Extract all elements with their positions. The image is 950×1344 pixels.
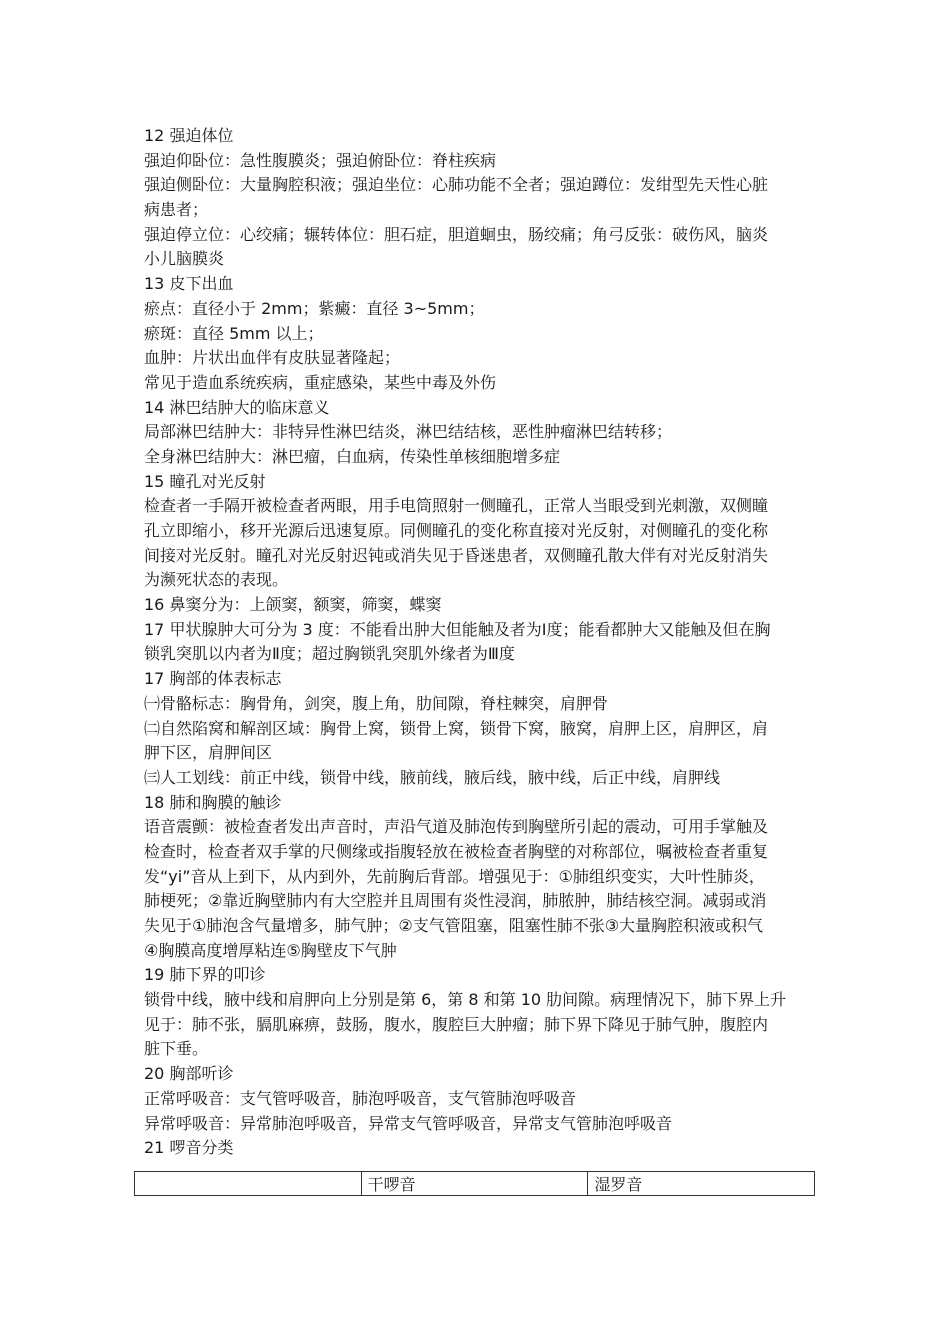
text-line: 20 胸部听诊	[144, 1064, 234, 1084]
table-cell-dry-rales: 干啰音	[361, 1172, 588, 1196]
text-line: ㈡自然陷窝和解剖区域：胸骨上窝，锁骨上窝，锁骨下窝，腋窝，肩胛上区，肩胛区，肩	[144, 718, 769, 738]
text-line: 失见于①肺泡含气量增多，肺气肿；②支气管阻塞，阻塞性肺不张③大量胸腔积液或积气	[144, 916, 764, 935]
text-line: ④胸膜高度增厚粘连⑤胸壁皮下气肿	[144, 940, 397, 960]
text-line: 孔立即缩小，移开光源后迅速复原。同侧瞳孔的变化称直接对光反射，对侧瞳孔的变化称	[144, 521, 769, 540]
table-cell-empty	[135, 1172, 362, 1196]
table-cell-wet-rales: 湿罗音	[588, 1172, 815, 1196]
text-line: 17 甲状腺肿大可分为 3 度：不能看出肿大但能触及者为Ⅰ度；能看都肿大又能触及但在胸	[144, 619, 771, 639]
text-line: 局部淋巴结肿大：非特异性淋巴结炎，淋巴结结核，恶性肿瘤淋巴结转移；	[144, 422, 673, 442]
text-line: 检查者一手隔开被检查者两眼，用手电筒照射一侧瞳孔，正常人当眼受到光刺激，双侧瞳	[144, 496, 769, 516]
text-line: 检查时，检查者双手掌的尺侧缘或指腹轻放在被检查者胸壁的对称部位，嘱被检查者重复	[144, 841, 769, 861]
text-line: 17 胸部的体表标志	[144, 669, 282, 689]
text-line: 18 肺和胸膜的触诊	[144, 792, 282, 812]
text-line: 16 鼻窦分为：上颌窦，额窦，筛窦，蝶窦	[144, 595, 442, 615]
text-line: 强迫侧卧位：大量胸腔积液；强迫坐位：心肺功能不全者；强迫蹲位：发绀型先天性心脏	[144, 175, 769, 195]
text-line: 脏下垂。	[144, 1039, 209, 1059]
text-line: 瘀斑：直径 5mm 以上；	[144, 323, 324, 343]
text-line: 强迫停立位：心绞痛；辗转体位：胆石症，胆道蛔虫，肠绞痛；角弓反张：破伤风，脑炎	[144, 224, 769, 244]
text-line: 全身淋巴结肿大：淋巴瘤，白血病，传染性单核细胞增多症	[144, 446, 561, 466]
text-line: 发“yi”音从上到下，从内到外，先前胸后背部。增强见于：①肺组织变实，大叶性肺炎，	[144, 866, 765, 886]
text-line: 语音震颤：被检查者发出声音时，声沿气道及肺泡传到胸壁所引起的震动，可用手掌触及	[144, 817, 769, 837]
table-header-row	[135, 1172, 815, 1196]
text-line: 见于：肺不张，膈肌麻痹，鼓肠，腹水，腹腔巨大肿瘤；肺下界下降见于肺气肿，腹腔内	[144, 1014, 769, 1034]
text-line: 正常呼吸音：支气管呼吸音，肺泡呼吸音，支气管肺泡呼吸音	[144, 1088, 577, 1108]
text-line: 病患者；	[144, 200, 209, 220]
text-line: 19 肺下界的叩诊	[144, 965, 266, 985]
text-line: ㈠骨骼标志：胸骨角，剑突，腹上角，肋间隙，脊柱棘突，肩胛骨	[144, 693, 609, 713]
text-line: 13 皮下出血	[144, 274, 234, 294]
text-line: 锁乳突肌以内者为Ⅱ度；超过胸锁乳突肌外缘者为Ⅲ度	[144, 644, 515, 664]
text-line: 强迫仰卧位：急性腹膜炎；强迫俯卧位：脊柱疾病	[144, 150, 497, 170]
text-line: 间接对光反射。瞳孔对光反射迟钝或消失见于昏迷患者，双侧瞳孔散大伴有对光反射消失	[144, 545, 769, 565]
document-body	[144, 124, 814, 1161]
text-line: 15 瞳孔对光反射	[144, 471, 266, 491]
text-line: 瘀点：直径小于 2mm；紫癜：直径 3~5mm；	[144, 298, 485, 318]
text-line: 锁骨中线，腋中线和肩胛向上分别是第 6，第 8 和第 10 肋间隙。病理情况下，肺下界上升	[144, 990, 787, 1010]
text-line: 血肿：片状出血伴有皮肤显著隆起；	[144, 348, 401, 368]
text-line: 常见于造血系统疾病，重症感染，某些中毒及外伤	[144, 372, 497, 392]
text-line: 胛下区，肩胛间区	[144, 743, 273, 763]
text-line: 肺梗死；②靠近胸壁肺内有大空腔并且周围有炎性浸润，肺脓肿，肺结核空洞。减弱或消	[144, 891, 767, 911]
text-line: 12 强迫体位	[144, 126, 234, 145]
text-line: 21 啰音分类	[144, 1138, 234, 1158]
text-line: 为濒死状态的表现。	[144, 570, 289, 590]
text-line: 异常呼吸音：异常肺泡呼吸音，异常支气管呼吸音，异常支气管肺泡呼吸音	[144, 1113, 673, 1133]
rales-table	[134, 1171, 815, 1196]
text-line: ㈢人工划线：前正中线，锁骨中线，腋前线，腋后线，腋中线，后正中线，肩胛线	[144, 767, 721, 787]
text-line: 小儿脑膜炎	[144, 249, 225, 269]
text-line: 14 淋巴结肿大的临床意义	[144, 397, 330, 417]
